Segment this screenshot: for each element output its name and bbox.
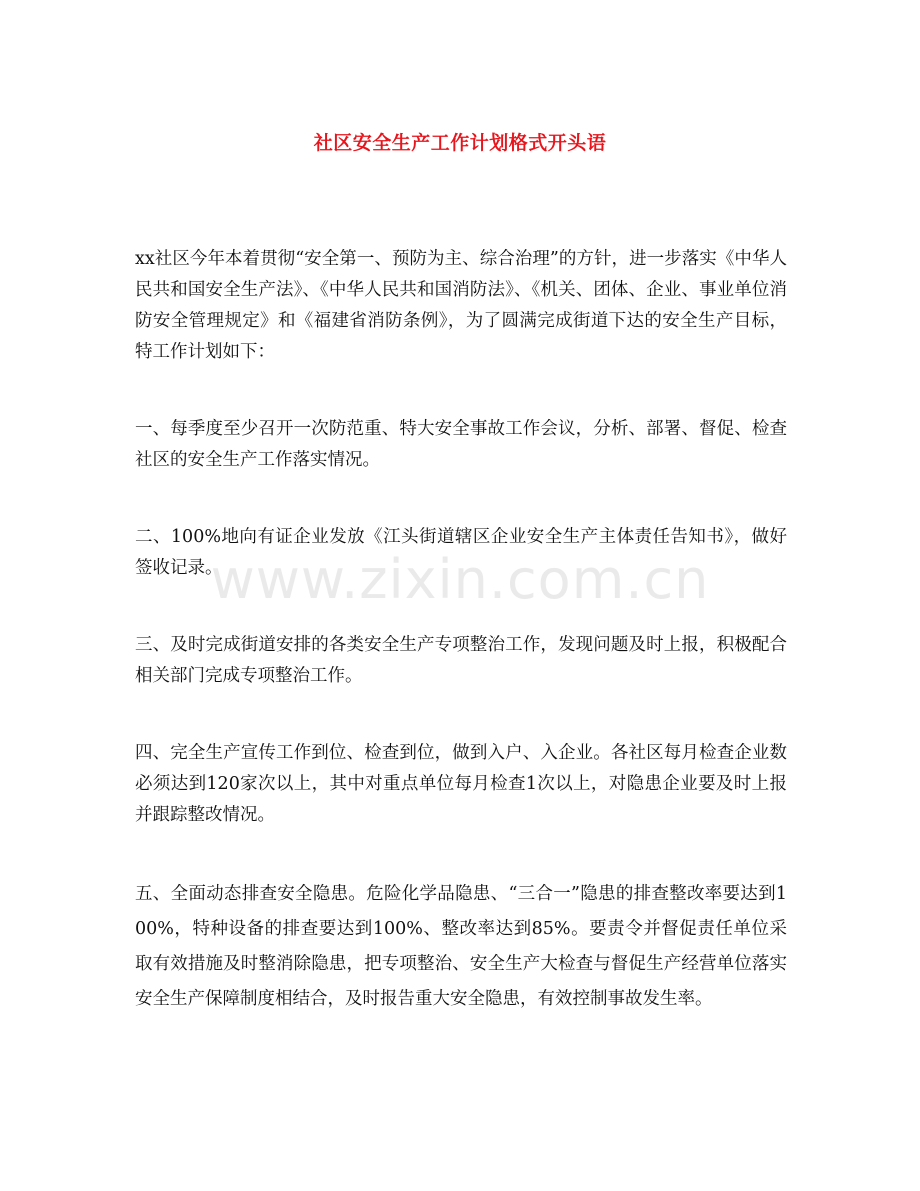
- item-paragraph-1: 一、每季度至少召开一次防范重、特大安全事故工作会议，分析、部署、督促、检查社区的安全生产工作落实情况。: [135, 419, 787, 470]
- item-paragraph-3: 三、及时完成街道安排的各类安全生产专项整治工作，发现问题及时上报，积极配合相关部门完成专项整治工作。: [135, 635, 787, 686]
- document-body: [135, 244, 787, 1017]
- watermark-text: www.zixin.com.cn: [210, 548, 710, 611]
- item-paragraph-5: 五、全面动态排查安全隐患。危险化学品隐患、“三合一”隐患的排查整改率要达到100%，特种设备的排查要达到100%、整改率达到85%。要责令并督促责任单位采取有效措施及时整消除隐患，把专项整治、安全生产大检查与督促生产经营单位落实安全生产保障制度相结合，及时报告重大安全隐患，有效控制事故发生率。: [135, 884, 787, 1009]
- document-title: 社区安全生产工作计划格式开头语: [313, 132, 607, 154]
- item-paragraph-4: 四、完全生产宣传工作到位、检查到位，做到入户、入企业。各社区每月检查企业数必须达到120家次以上，其中对重点单位每月检查1次以上，对隐患企业要及时上报并跟踪整改情况。: [135, 743, 787, 825]
- intro-paragraph: xx社区今年本着贯彻“安全第一、预防为主、综合治理”的方针，进一步落实《中华人民共和国安全生产法》、《中华人民共和国消防法》、《机关、团体、企业、事业单位消防安全管理规定》和《福建省消防条例》，为了圆满完成街道下达的安全生产目标，特工作计划如下：: [135, 249, 787, 362]
- item-paragraph-2: 二、100%地向有证企业发放《江头街道辖区企业安全生产主体责任告知书》，做好签收记录。: [135, 527, 787, 578]
